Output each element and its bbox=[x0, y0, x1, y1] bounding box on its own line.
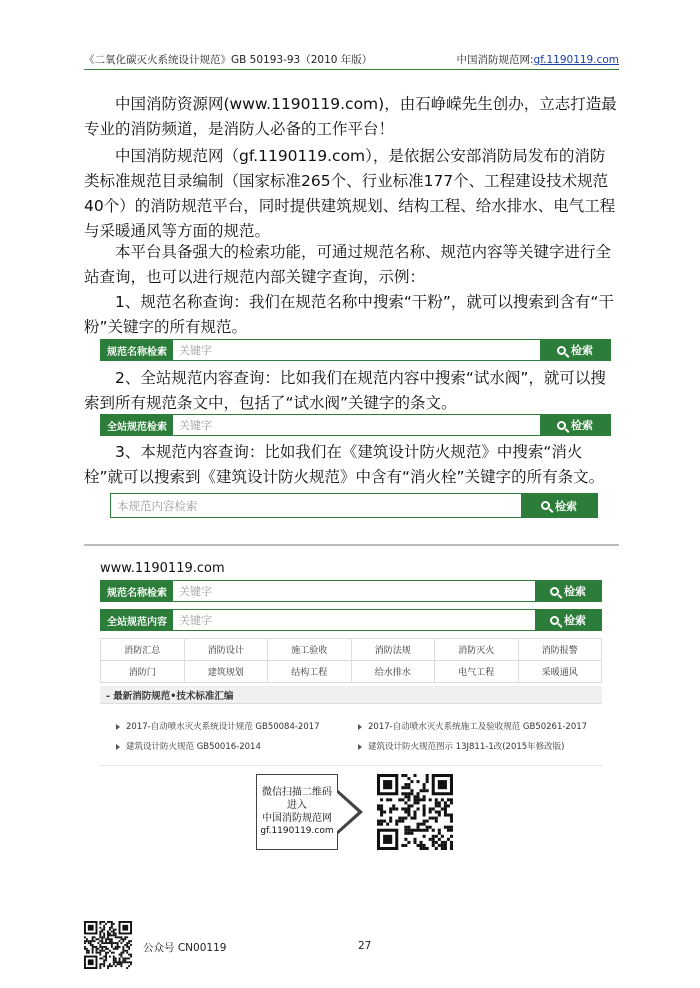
search-icon bbox=[557, 421, 566, 430]
category-nav-grid bbox=[100, 638, 602, 683]
wechat-line-1: 微信扫描二维码 bbox=[262, 787, 332, 798]
list-item[interactable]: 2017-自动喷水灭火系统设计规范 GB50084-2017 bbox=[116, 720, 320, 732]
nav-item-fire-extinguishing[interactable]: 消防灭火 bbox=[435, 639, 519, 661]
nav-item-fire-door[interactable]: 消防门 bbox=[101, 661, 185, 683]
nav-item-electrical[interactable]: 电气工程 bbox=[435, 661, 519, 683]
wechat-line-3: 中国消防规范网 bbox=[262, 813, 332, 824]
search-feature-paragraph: 本平台具备强大的检索功能，可通过规范名称、规范内容等关键字进行全站查询，也可以进行规范内部关键字查询，示例： bbox=[84, 243, 612, 286]
nav-item-fire-summary[interactable]: 消防汇总 bbox=[101, 639, 185, 661]
latest-list bbox=[100, 704, 602, 766]
document-title: 《二氧化碳灭火系统设计规范》GB 50193-93（2010 年版） bbox=[84, 54, 373, 66]
name-search-button[interactable]: 检索 bbox=[540, 340, 610, 360]
example-3-paragraph: 3、本规范内容查询：比如我们在《建筑设计防火规范》中搜索“消火栓”就可以搜索到《建筑设计防火规范》中含有“消火栓”关键字的所有条文。 bbox=[84, 443, 605, 486]
name-search-button[interactable]: 检索 bbox=[535, 581, 601, 601]
arrow-right-icon-fill bbox=[336, 792, 358, 832]
search-icon bbox=[557, 346, 566, 355]
site-search-input[interactable]: 关键字 bbox=[179, 614, 212, 627]
name-search-bar bbox=[100, 339, 611, 361]
search-icon bbox=[541, 501, 550, 510]
wechat-scan-box bbox=[256, 774, 338, 850]
site-search-input[interactable]: 关键字 bbox=[179, 419, 212, 432]
list-item[interactable]: 建筑设计防火规范图示 13J811-1改(2015年修改版) bbox=[358, 740, 565, 752]
inner-search-input[interactable]: 本规范内容检索 bbox=[117, 498, 198, 513]
site-search-label: 全站规范检索 bbox=[101, 415, 173, 435]
wechat-line-2: 进入 bbox=[287, 800, 307, 811]
name-search-input[interactable]: 关键字 bbox=[179, 344, 212, 357]
name-search-input[interactable]: 关键字 bbox=[179, 585, 212, 598]
site-search-bar bbox=[100, 414, 611, 436]
nav-item-water-drainage[interactable]: 给水排水 bbox=[352, 661, 436, 683]
nav-row bbox=[101, 639, 602, 661]
nav-item-construction-acceptance[interactable]: 施工验收 bbox=[268, 639, 352, 661]
inner-search-button[interactable]: 检索 bbox=[521, 494, 597, 517]
site-search-bar-screenshot bbox=[100, 609, 602, 631]
site-reference: 中国消防规范网:gf.1190119.com bbox=[456, 54, 619, 66]
nav-item-hvac[interactable]: 采暖通风 bbox=[519, 661, 603, 683]
section-divider bbox=[84, 544, 619, 546]
list-item[interactable]: 建筑设计防火规范 GB50016-2014 bbox=[116, 740, 261, 752]
nav-item-building-planning[interactable]: 建筑规划 bbox=[185, 661, 269, 683]
bullet-icon bbox=[358, 724, 362, 730]
name-search-label: 规范名称检索 bbox=[101, 340, 173, 360]
example-1-paragraph: 1、规范名称查询：我们在规范名称中搜索“干粉”，就可以搜索到含有“干粉”关键字的所有规范。 bbox=[84, 293, 614, 336]
qr-code-icon bbox=[377, 774, 453, 850]
inner-search-bar bbox=[110, 493, 598, 518]
nav-item-structural-engineering[interactable]: 结构工程 bbox=[268, 661, 352, 683]
site-search-label: 全站规范内容 bbox=[101, 610, 173, 630]
intro-paragraph: 中国消防资源网(www.1190119.com)，由石峥嵘先生创办，立志打造最专业的消防频道，是消防人必备的工作平台！ bbox=[84, 95, 617, 138]
nav-item-fire-regulations[interactable]: 消防法规 bbox=[352, 639, 436, 661]
site-link[interactable]: gf.1190119.com bbox=[533, 54, 619, 66]
platform-paragraph: 中国消防规范网（gf.1190119.com），是依据公安部消防局发布的消防类标准规范目录编制（国家标准265个、行业标准177个、工程建设技术规范40个）的消防规范平台，同时提供建筑规划、结构工程、给水排水、电气工程与采暖通风等方面的规范。 bbox=[84, 147, 616, 240]
name-search-bar-screenshot bbox=[100, 580, 602, 602]
qr-code-small-icon bbox=[84, 921, 132, 969]
nav-row bbox=[101, 661, 602, 683]
latest-section-title: - 最新消防规范•技术标准汇编 bbox=[100, 686, 602, 704]
bullet-icon bbox=[358, 744, 362, 750]
nav-item-fire-design[interactable]: 消防设计 bbox=[185, 639, 269, 661]
list-item[interactable]: 2017-自动喷水灭火系统施工及验收规范 GB50261-2017 bbox=[358, 720, 587, 732]
page-header bbox=[84, 50, 619, 70]
bullet-icon bbox=[116, 744, 120, 750]
nav-item-fire-alarm[interactable]: 消防报警 bbox=[519, 639, 603, 661]
search-icon bbox=[550, 616, 559, 625]
bullet-icon bbox=[116, 724, 120, 730]
wechat-line-4: gf.1190119.com bbox=[260, 826, 334, 836]
search-icon bbox=[550, 587, 559, 596]
example-2-paragraph: 2、全站规范内容查询：比如我们在规范内容中搜索“试水阀”，就可以搜索到所有规范条文中，包括了“试水阀”关键字的条文。 bbox=[84, 369, 606, 412]
site-search-button[interactable]: 检索 bbox=[540, 415, 610, 435]
site-url: www.1190119.com bbox=[100, 561, 225, 576]
official-account: 公众号 CN00119 bbox=[143, 942, 227, 954]
site-search-button[interactable]: 检索 bbox=[535, 610, 601, 630]
page-number: 27 bbox=[358, 940, 372, 952]
name-search-label: 规范名称检索 bbox=[101, 581, 173, 601]
